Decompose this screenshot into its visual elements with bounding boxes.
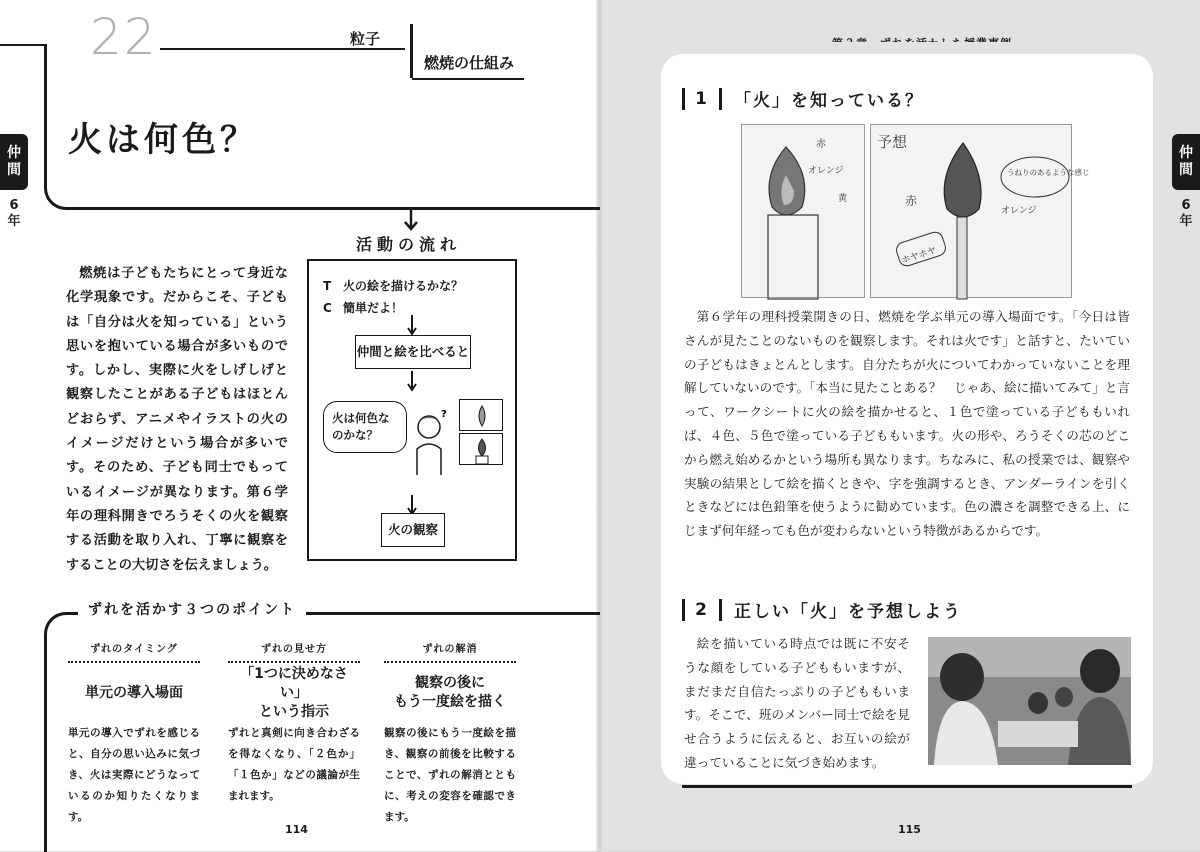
flame-icon [460,434,504,466]
candle-picture [459,399,503,431]
side-tab-category [1172,134,1200,190]
flow-step-observe: 火の観察 [381,513,445,547]
side-grade [1172,198,1200,231]
student-sketch-2 [870,124,1090,298]
flow-teacher-line [323,277,463,294]
section2-paragraph: 絵を描いている時点では既に不安そうな顔をしている子どももいますが、まだまだ自信たっぷりの子どももいます。そこで、班のメンバー同士で絵を見せ合うように伝えると、お互いの絵が違っていることに気づき始めます。 [684,636,910,770]
section-heading-2 [682,597,962,622]
side-grade [0,198,28,231]
grade-number: 6 [9,198,19,213]
teacher-text: 火の絵を描けるかな？ [343,279,464,293]
header-rule-left [0,44,46,46]
teacher-label: T [323,279,332,293]
section-title: 正しい「火」を予想しよう [734,602,962,622]
child-text: 簡単だよ！ [343,301,404,315]
down-arrow-icon [403,208,419,232]
classroom-photo-image [928,637,1131,765]
sketch-label-red: 赤 [905,194,918,208]
flow-title: 活動の流れ [356,235,462,254]
section-number: 2 [682,599,722,621]
page-title: 火は何色？ [68,120,258,160]
point-main: 観察の後に もう一度絵を描く [394,675,506,710]
chapter-header: 第３章 ずれを活かした授業事例 [832,37,1012,50]
child-label: C [323,301,332,315]
points-title-suffix: を活かす３つのポイント [120,602,296,618]
point-head: ずれのタイミング [68,640,200,663]
student-sketch-1 [741,124,865,298]
candle-picture [459,433,503,465]
candle-sketch-icon [871,125,1090,299]
flow-arrow-icon [407,371,417,393]
section-title: 「火」を知っている？ [734,91,924,111]
activity-flow-box [307,259,517,561]
page-number-left: 114 [285,823,308,836]
point-column-timing [68,640,200,828]
side-tab-char: 間 [7,162,21,178]
section2-body [684,632,910,775]
side-tab-char: 間 [1179,162,1193,178]
section1-body [684,305,1130,543]
point-desc: ずれと真剣に向き合わざるを得なくなり、「２色か」「１色か」などの議論が生まれます。 [228,727,360,802]
lesson-number: 22 [84,8,164,66]
page-number-right: 115 [898,823,921,836]
topic-subtitle: 燃焼の仕組み [424,54,515,72]
point-column-presentation [228,640,360,807]
flame-icon [460,400,504,432]
point-head: ずれの解消 [384,640,516,663]
section-number: 1 [682,88,722,110]
point-main: 単元の導入場面 [85,684,183,701]
header-divider [410,24,413,78]
speech-bubble: 火は何色なのかな？ [323,401,407,453]
child-illustration-icon [411,409,449,475]
flow-arrow-icon [407,315,417,337]
card-bottom-rule [682,785,1132,788]
point-desc: 観察の後にもう一度絵を描き、観察の前後を比較することで、ずれの解消とともに、考えの変容を確認できます。 [384,727,516,823]
sketch-label-red: 赤 [816,139,826,150]
candle-sketch-icon [742,125,866,299]
points-title [78,599,306,619]
point-head: ずれの見せ方 [228,640,360,663]
sketch-label-wavy: うねりのあるような感じ [1007,168,1090,177]
point-desc: 単元の導入でずれを感じると、自分の思い込みに気づき、火は実際にどうなっているのか知りたくなります。 [68,727,200,823]
sketch-label-orange: オレンジ [808,166,844,176]
points-title-prefix: ずれ [88,602,120,618]
topic-area: 粒子 [350,30,381,48]
section1-paragraph: 第６学年の理科授業開きの日、燃焼を学ぶ単元の導入場面です。「今日は皆さんが見たことのないものを観察します。それは火です」と話すと、たいていの子どもはきょとんとします。自分たちが火についてわかっていないことを理解していないのです。「本当に見たことある？ じゃあ、絵に描いてみて」と言って、ワークシートに火の絵を描かせると、１色で塗っている子どももいれば、４色、５色で塗っている子どももいます。火の形や、ろうそくの芯のどこから燃え始めるかという場所も異なります。ちなみに、私の授業では、観察や実験の結果として絵を描くときや、字を強調するとき、アンダーラインを引くときなどには色鉛筆を使うように勧めています。色の濃さを調整できる上、にじまず何年経っても色が変わらないという特徴があるからです。 [684,309,1130,539]
point-main: 「1つに決めなさい」 という指示 [240,665,348,720]
intro-paragraph: 燃焼は子どもたちにとって身近な化学現象です。だからこそ、子どもは「自分は火を知っている」という思いを抱いている場合が多いものです。しかし、実際に火をしげしげと観察したことがある子どもはほとんどおらず、アニメやイラストの火のイメージだけという場合が多いです。そのため、子ども同士でもっているイメージが異なります。第６学年の理科開きでろうそくの火を観察する活動を取り入れ、丁寧に観察をすることの大切さを伝えましょう。 [66,266,288,573]
side-tab-char: 仲 [1179,145,1193,162]
sketch-label-yellow: 黄 [838,194,848,204]
sketch-label-prediction: 予想 [877,133,908,151]
classroom-photo [928,637,1131,765]
flow-child-line [323,299,403,316]
grade-number: 6 [1181,198,1191,213]
intro-text [66,262,288,578]
grade-suffix: 年 [1179,214,1193,230]
sketch-label-fuzzy: ホヤホヤ [900,245,938,267]
section-heading-1 [682,86,924,111]
header-rule-right [412,78,524,80]
side-tab-char: 仲 [7,145,21,162]
sketch-label-orange: オレンジ [1001,206,1037,216]
side-tab-category [0,134,28,190]
grade-suffix: 年 [7,214,21,230]
point-column-resolution [384,640,516,828]
question-mark: ? [441,409,447,420]
flow-step-compare: 仲間と絵を比べると [355,335,471,369]
